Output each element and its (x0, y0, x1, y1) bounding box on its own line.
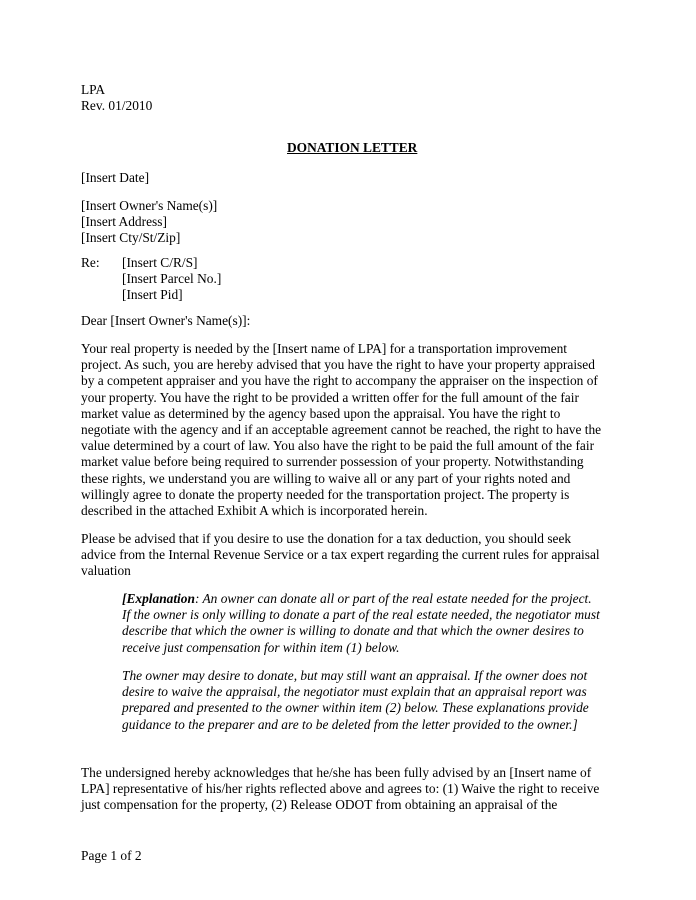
address-line: [Insert Cty/St/Zip] (81, 230, 181, 246)
re-line: [Insert C/R/S] (122, 255, 198, 270)
paragraph-line: described in the attached Exhibit A which is incorporated herein. (81, 503, 428, 519)
paragraph-line: value determined by a court of law. You also have the right to be paid the full amount of the fair (81, 438, 595, 454)
re-label: Re: (81, 255, 100, 270)
paragraph-tax-advice (81, 531, 621, 580)
explanation-line: guidance to the preparer and are to be deleted from the letter provided to the owner.] (122, 716, 578, 732)
paragraph-line: market value before being required to surrender possession of your property. Notwithstanding (81, 454, 584, 470)
explanation-block-2 (122, 668, 622, 733)
page-title: DONATION LETTER (287, 140, 418, 155)
explanation-line: prepared and presented to the owner within item (2) below. These explanations provide (122, 700, 589, 716)
re-line: [Insert Pid] (122, 287, 183, 303)
paragraph-line: by a competent appraiser and you have the right to accompany the appraiser on the inspection of (81, 373, 598, 389)
paragraph-line: project. As such, you are hereby advised that you have the right to have your property appraised (81, 357, 595, 373)
paragraph-line: negotiate with the agency and if an acceptable agreement cannot be reached, the right to have the (81, 422, 602, 438)
address-line: [Insert Address] (81, 214, 167, 230)
paragraph-line: just compensation for the property, (2) Release ODOT from obtaining an appraisal of the (81, 797, 558, 813)
paragraph-line: valuation (81, 563, 131, 579)
paragraph-line: LPA] representative of his/her rights reflected above and agrees to: (1) Waive the right to receive (81, 781, 600, 797)
re-block (0, 255, 696, 305)
paragraph-acknowledgement (81, 765, 621, 814)
paragraph-line: advice from the Internal Revenue Service or a tax expert regarding the current rules for appraisal (81, 547, 600, 563)
address-line: [Insert Owner's Name(s)] (81, 198, 218, 213)
paragraph-rights (81, 341, 621, 519)
paragraph-line: The undersigned hereby acknowledges that he/she has been fully advised by an [Insert name of (81, 765, 592, 780)
explanation-label: [Explanation (122, 591, 195, 606)
re-line: [Insert Parcel No.] (122, 271, 222, 287)
paragraph-line: Please be advised that if you desire to use the donation for a tax deduction, you should seek (81, 531, 572, 546)
explanation-line: receive just compensation for within item (1) below. (122, 639, 400, 655)
page-number: Page 1 of 2 (81, 848, 142, 863)
explanation-block-1 (122, 591, 622, 656)
paragraph-line: these rights, we understand you are willing to waive all or any part of your rights noted and (81, 470, 571, 486)
salutation: Dear [Insert Owner's Name(s)]: (81, 313, 251, 328)
explanation-line: If the owner is only willing to donate a part of the real estate needed, the negotiator must (122, 607, 600, 623)
explanation-line: [Explanation: An owner can donate all or part of the real estate needed for the project. (122, 591, 592, 606)
paragraph-line: willingly agree to donate the property needed for the transportation project. The property is (81, 486, 570, 502)
form-code: LPA (81, 82, 106, 97)
explanation-line: describe that which the owner is willing to donate and that which the owner desires to (122, 623, 584, 639)
revision-label: Rev. 01/2010 (81, 98, 153, 113)
insert-date: [Insert Date] (81, 170, 150, 185)
paragraph-line: market value as determined by the agency based upon the appraisal. You have the right to (81, 405, 561, 421)
paragraph-line: your property. You have the right to be provided a written offer for the full amount of the fair (81, 389, 579, 405)
explanation-line: desire to waive the appraisal, the negotiator must explain that an appraisal report was (122, 684, 587, 700)
paragraph-line: Your real property is needed by the [Insert name of LPA] for a transportation improvement (81, 341, 568, 356)
address-block (81, 198, 217, 247)
explanation-line: The owner may desire to donate, but may still want an appraisal. If the owner does not (122, 668, 588, 683)
